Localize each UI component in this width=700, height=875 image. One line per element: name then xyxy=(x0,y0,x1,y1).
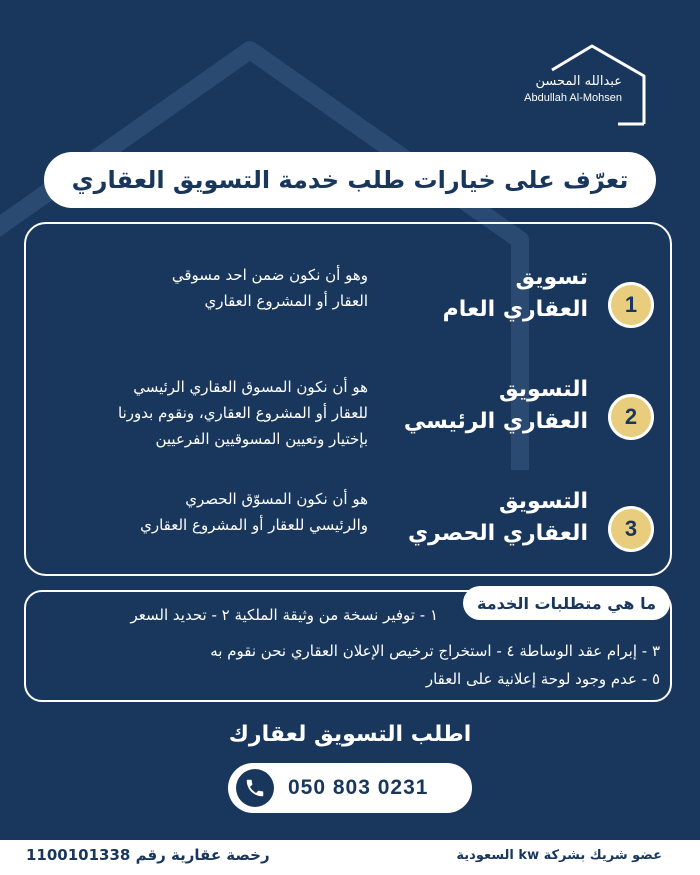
footer-bar xyxy=(0,840,700,875)
partner-text: عضو شريك بشركة kw السعودية xyxy=(456,848,662,863)
option-number-badge: 3 xyxy=(608,506,654,552)
option-description: هو أن نكون المسوّق الحصري والرئيسي للعقار أو المشروع العقاري xyxy=(140,490,368,534)
requirement-line-1: ١ - توفير نسخة من وثيقة الملكية ٢ - تحديد السعر xyxy=(130,606,438,624)
call-to-action: اطلب التسويق لعقارك xyxy=(228,722,472,747)
brand-logo xyxy=(522,42,662,127)
option-exclusive-marketing xyxy=(26,480,670,580)
phone-icon xyxy=(236,769,274,807)
option-main-marketing xyxy=(26,368,670,468)
option-title: تسويق العقاري العام xyxy=(442,265,588,322)
page-title: تعرّف على خيارات طلب خدمة التسويق العقاري xyxy=(71,166,629,194)
option-title: التسويق العقاري الرئيسي xyxy=(403,377,588,434)
phone-button[interactable] xyxy=(228,763,472,813)
requirement-line-2: ٣ - إبرام عقد الوساطة ٤ - استخراج ترخيص الإعلان العقاري نحن نقوم به xyxy=(210,642,660,660)
option-description: وهو أن نكون ضمن احد مسوقي العقار أو المشروع العقاري xyxy=(171,266,368,310)
requirement-line-3: ٥ - عدم وجود لوحة إعلانية على العقار xyxy=(425,670,660,688)
options-panel xyxy=(24,222,672,576)
title-banner xyxy=(44,152,656,208)
license-number: رخصة عقارية رقم 1100101338 xyxy=(26,846,270,864)
phone-number: 050 803 0231 xyxy=(288,776,429,799)
option-number-badge: 2 xyxy=(608,394,654,440)
option-general-marketing xyxy=(26,256,670,356)
requirements-title: ما هي متطلبات الخدمة xyxy=(463,586,670,620)
option-number-badge: 1 xyxy=(608,282,654,328)
logo-name-arabic: عبدالله المحسن xyxy=(535,74,622,89)
option-description: هو أن نكون المسوق العقاري الرئيسي للعقار أو المشروع العقاري، ونقوم بدورنا بإختيار وتعيين المسوقيين الفرعيين xyxy=(118,378,368,448)
option-title: التسويق العقاري الحصري xyxy=(408,489,588,546)
logo-name-english: Abdullah Al-Mohsen xyxy=(524,92,622,104)
